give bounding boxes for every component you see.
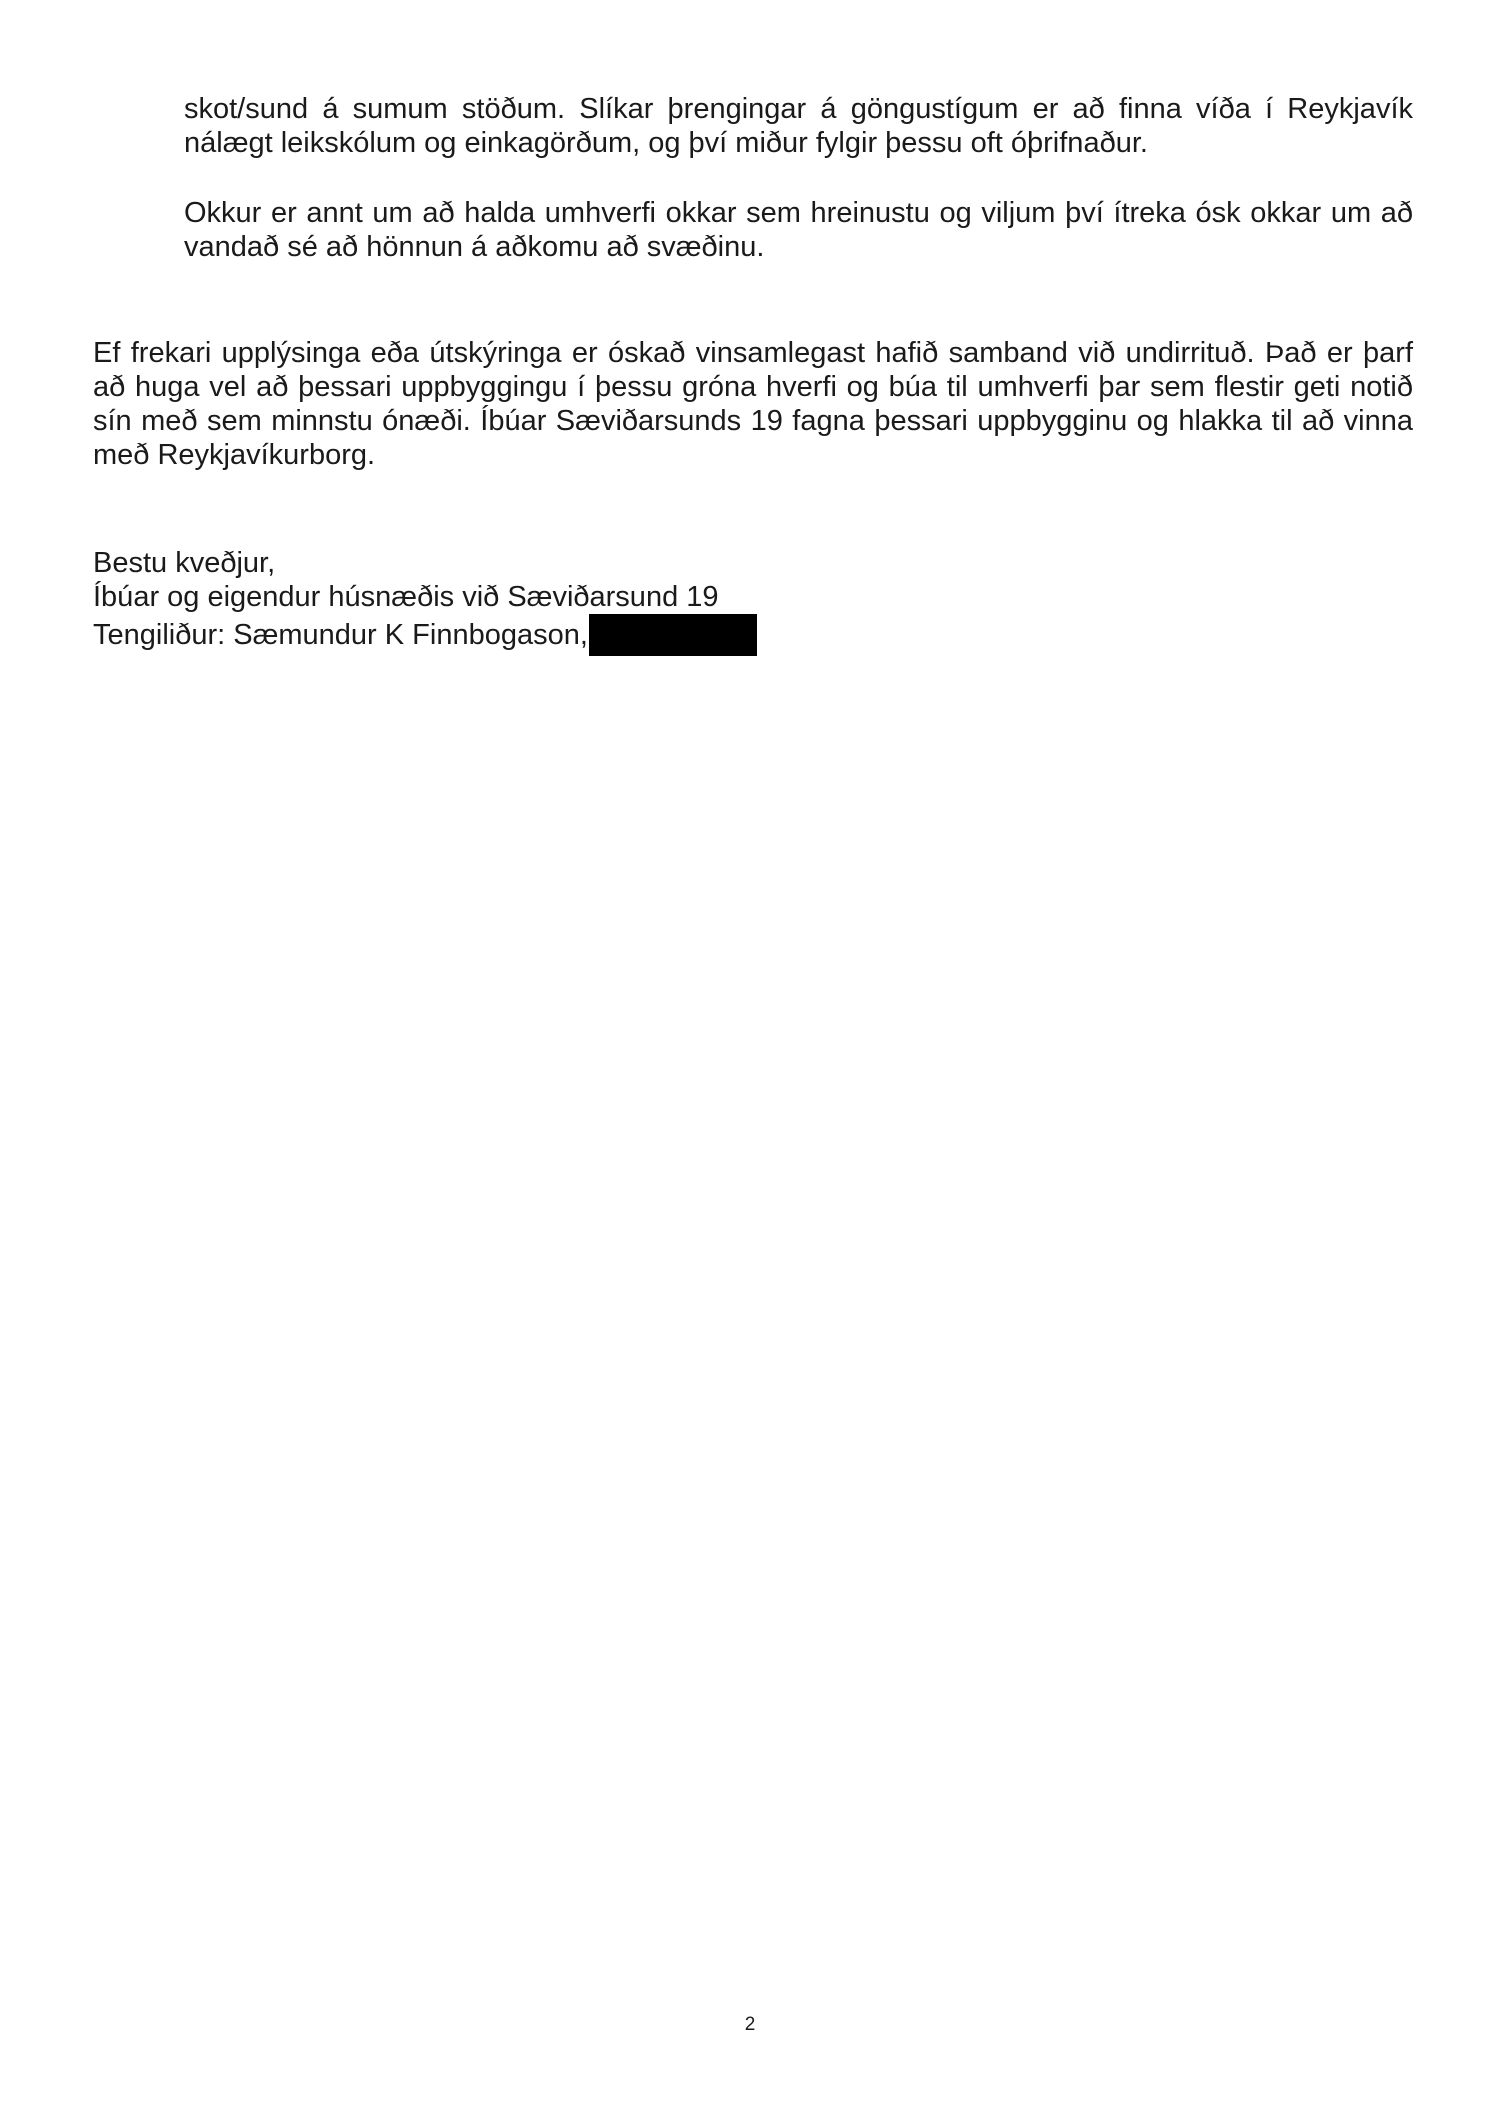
closing-signatory: Íbúar og eigendur húsnæðis við Sæviðarsund 19 [93,581,719,613]
redaction-block [589,614,757,656]
closing-contact: Tengiliður: Sæmundur K Finnbogason, [93,619,588,651]
closing-greeting: Bestu kveðjur, [93,547,276,579]
closing-contact-line [93,614,757,656]
body-paragraph-3: Ef frekari upplýsinga eða útskýringa er óskað vinsamlegast hafið samband við undirrituð. Það er þarf að huga vel að þessari uppbyggingu í þessu gróna hverfi og búa til umhverfi þar sem flestir geti notið sín með sem minnstu ónæði. Íbúar Sæviðarsunds 19 fagna þessari uppbygginu og hlakka til að vinna með Reykjavíkurborg. [93,337,1413,471]
letter-closing [93,546,757,656]
page-number: 2 [744,2014,756,2035]
body-paragraph-2: Okkur er annt um að halda umhverfi okkar sem hreinustu og viljum því ítreka ósk okkar um að vandað sé að hönnun á aðkomu að svæðinu. [184,197,1413,263]
body-paragraph-1: skot/sund á sumum stöðum. Slíkar þrengingar á göngustígum er að finna víða í Reykjavík nálægt leikskólum og einkagörðum, og því miður fylgir þessu oft óþrifnaður. [184,93,1413,159]
